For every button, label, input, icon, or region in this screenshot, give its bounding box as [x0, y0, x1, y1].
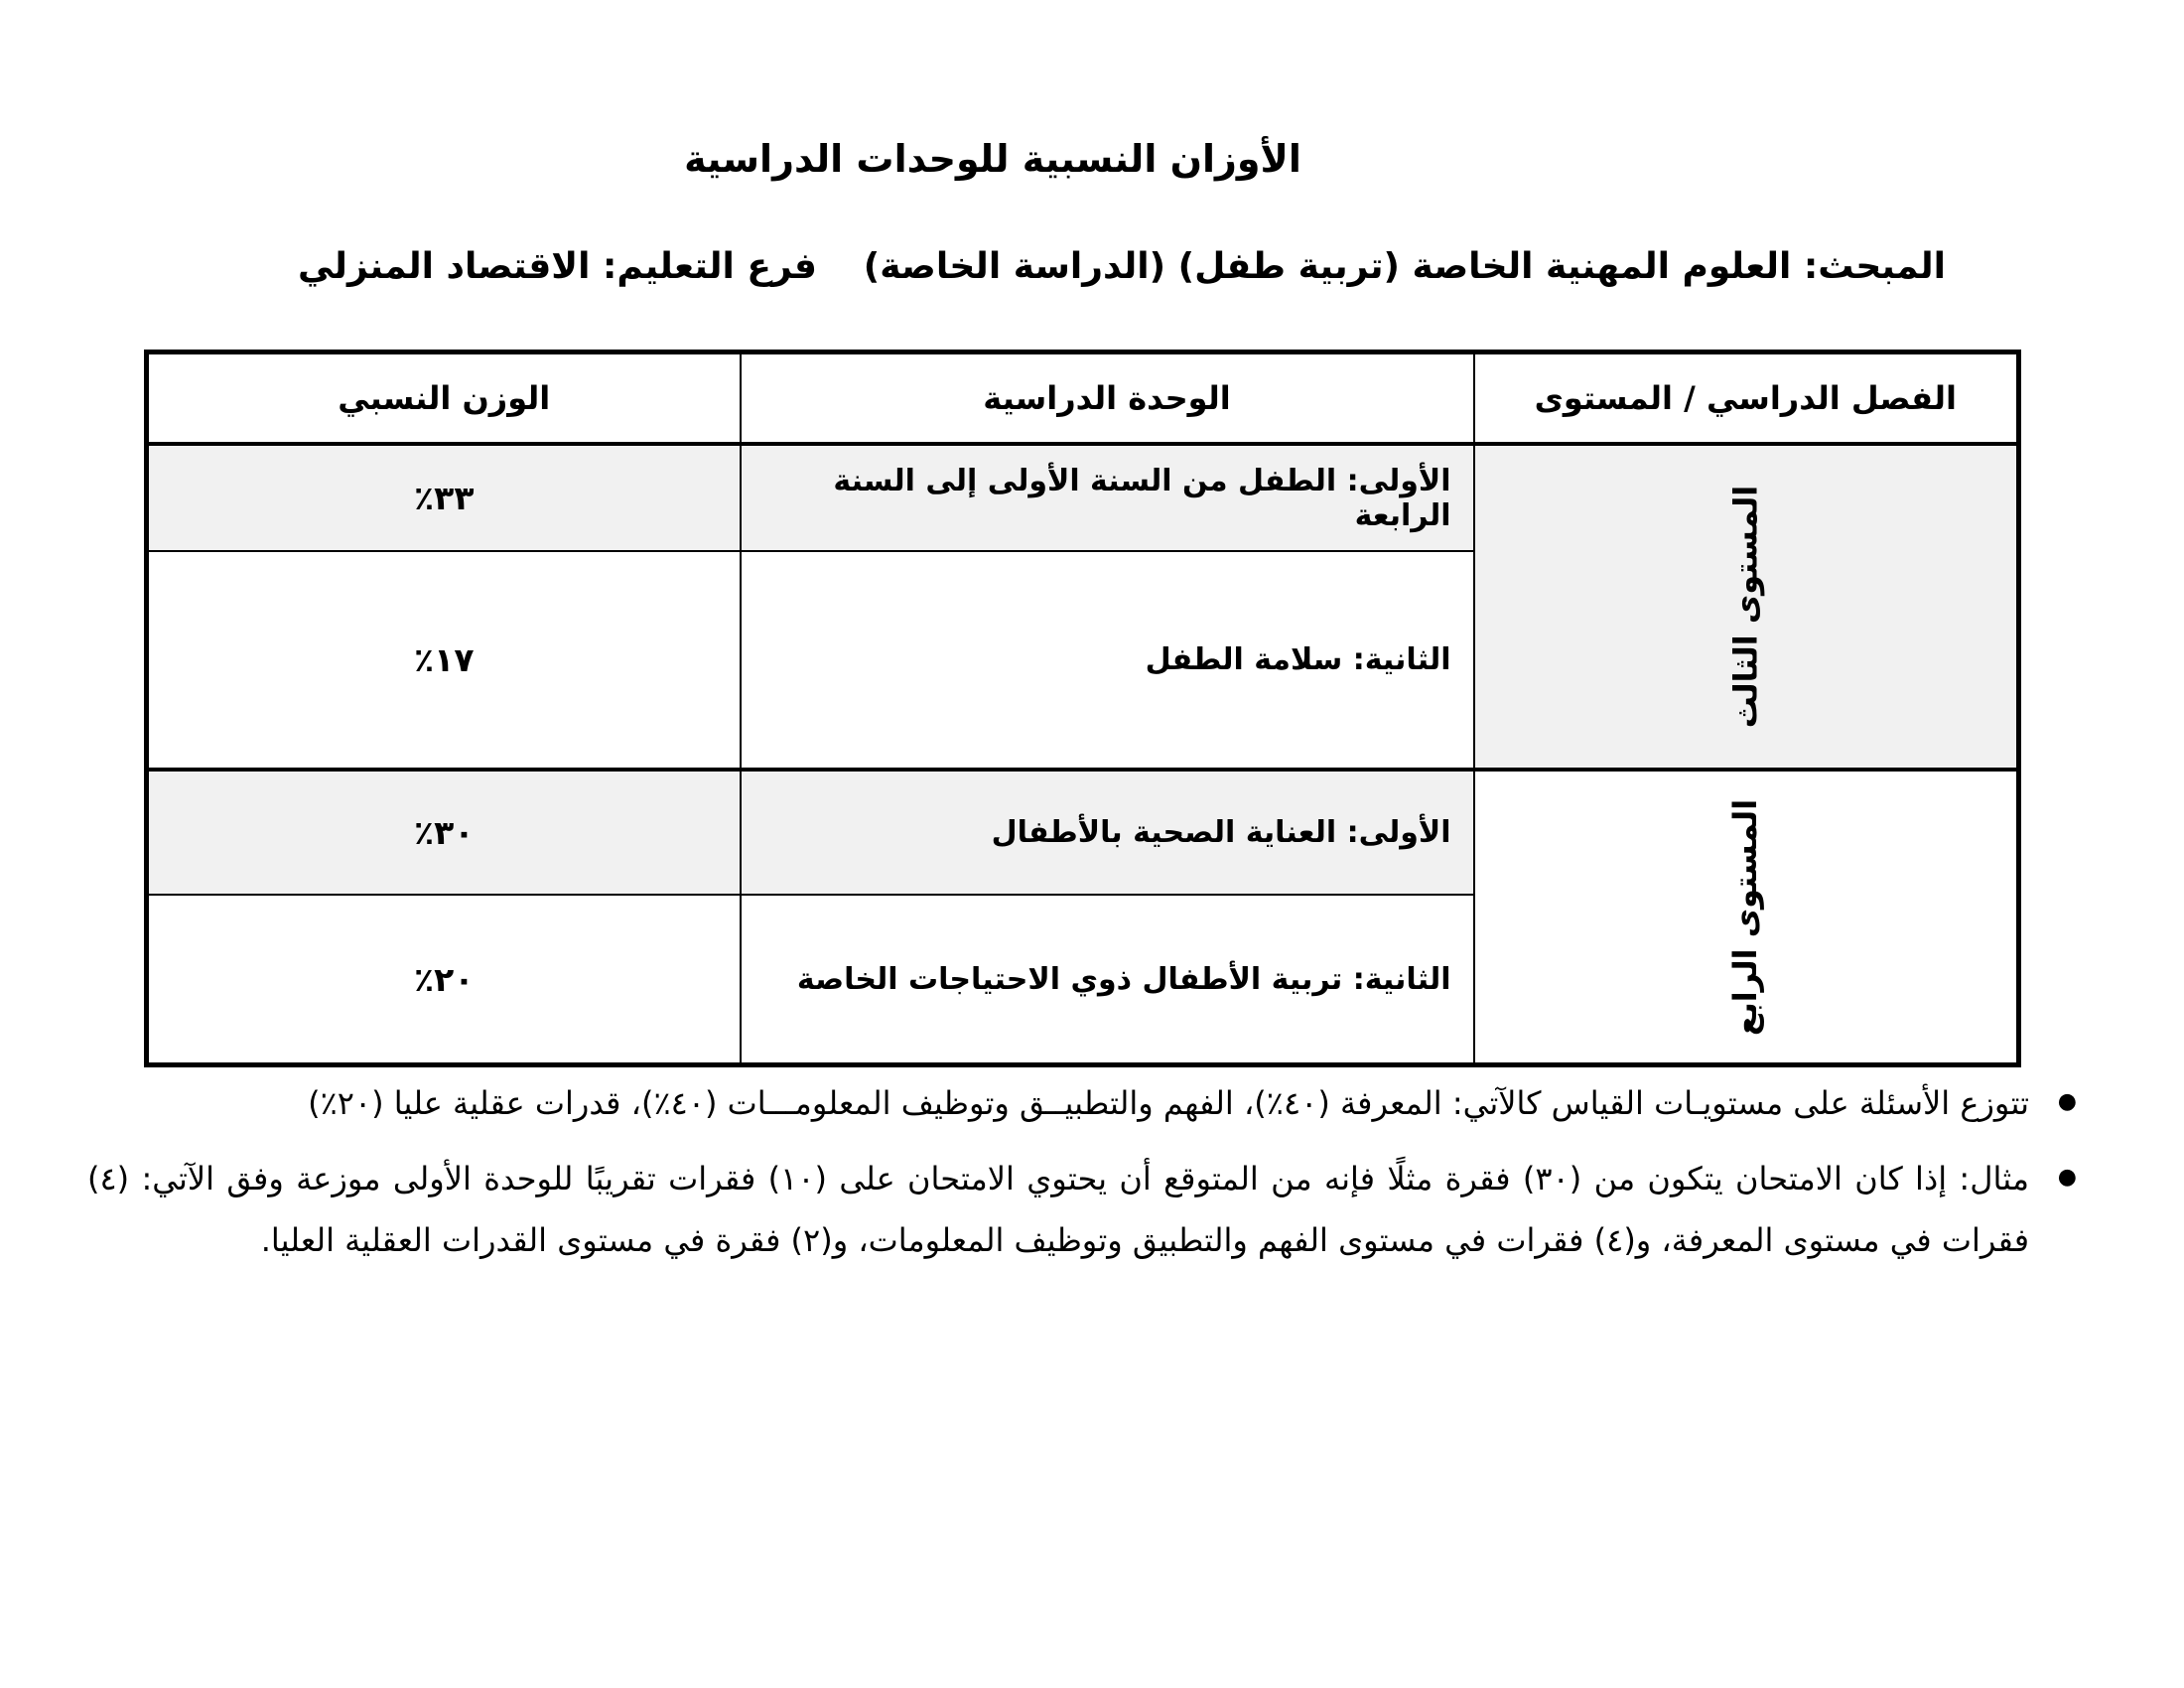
- education-branch-field: فرع التعليم: الاقتصاد المنزلي: [298, 246, 817, 287]
- level-label-fourth: المستوى الرابع: [1726, 798, 1765, 1036]
- bullet-icon: ●: [2057, 1165, 2077, 1190]
- header-semester-level: الفصل الدراسي / المستوى: [1474, 352, 2019, 445]
- weight-cell: ٣٣٪: [147, 444, 741, 551]
- bullet-icon: ●: [2057, 1089, 2077, 1114]
- page-title: الأوزان النسبية للوحدات الدراسية: [684, 137, 1301, 181]
- notes-list: [87, 1072, 2077, 1271]
- subject-field: المبحث: العلوم المهنية الخاصة (تربية طفل) (الدراسة الخاصة): [863, 246, 1946, 287]
- unit-cell: الأولى: الطفل من السنة الأولى إلى السنة الرابعة: [741, 444, 1474, 551]
- list-item: [87, 1148, 2077, 1271]
- unit-cell: الثانية: سلامة الطفل: [741, 551, 1474, 770]
- weight-cell: ٢٠٪: [147, 895, 741, 1065]
- relative-weights-table: [144, 350, 2021, 1067]
- unit-cell: الأولى: العناية الصحية بالأطفال: [741, 770, 1474, 895]
- subject-line: [298, 246, 1946, 287]
- table-header-row: [147, 352, 2019, 445]
- weight-cell: ٣٠٪: [147, 770, 741, 895]
- level-cell-third: [1474, 444, 2019, 770]
- note-text-example: مثال: إذا كان الامتحان يتكون من (٣٠) فقرة مثلًا فإنه من المتوقع أن يحتوي الامتحان على (١٠) فقرات تقريبًا للوحدة الأولى موزعة وفق الآتي: (٤) فقرات في مستوى المعرفة، و(٤) فقرات في مستوى الفهم والتطبيق وتوظيف المعلومات، و(٢) فقرة في مستوى القدرات العقلية العليا.: [87, 1160, 2030, 1259]
- header-study-unit: الوحدة الدراسية: [741, 352, 1474, 445]
- note-text-distribution: تتوزع الأسئلة على مستويـات القياس كالآتي: المعرفة (٤٠٪)، الفهم والتطبيــق وتوظيف المعلومـــات (٤٠٪)، قدرات عقلية عليا (٢٠٪): [308, 1084, 2029, 1122]
- table-row: [147, 444, 2019, 551]
- level-cell-fourth: [1474, 770, 2019, 1065]
- header-relative-weight: الوزن النسبي: [147, 352, 741, 445]
- unit-cell: الثانية: تربية الأطفال ذوي الاحتياجات الخاصة: [741, 895, 1474, 1065]
- weight-cell: ١٧٪: [147, 551, 741, 770]
- table-row: [147, 770, 2019, 895]
- level-label-third: المستوى الثالث: [1726, 485, 1765, 729]
- list-item: [87, 1072, 2077, 1134]
